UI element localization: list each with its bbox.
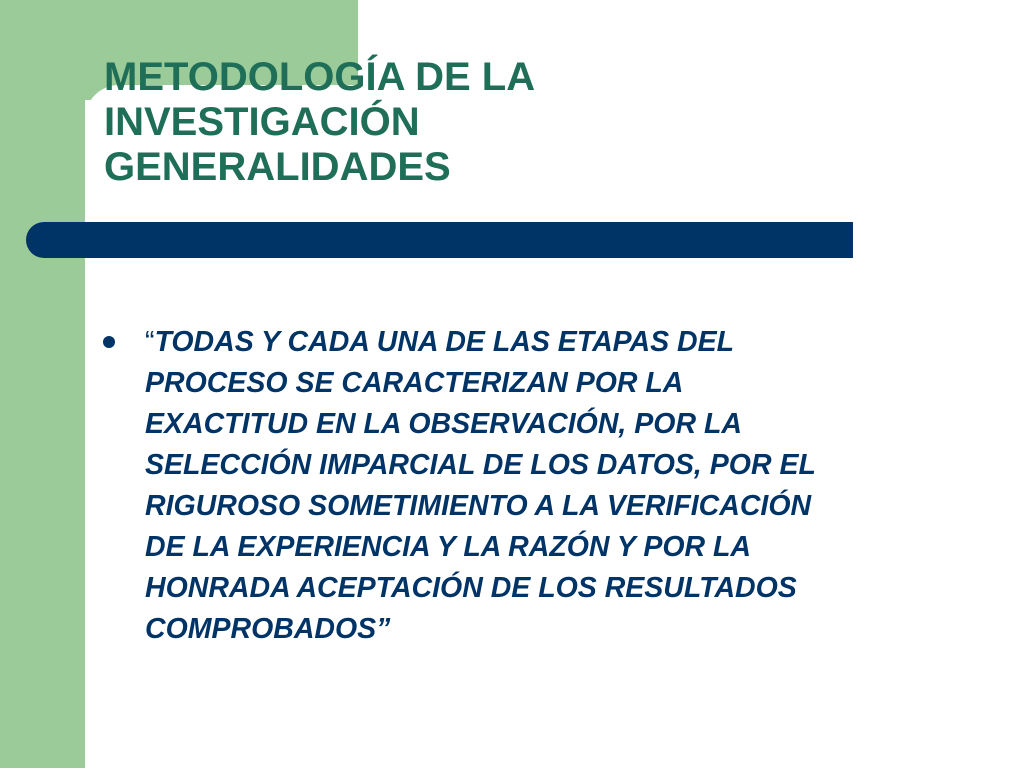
slide-title — [104, 55, 804, 190]
open-quote: “ — [145, 326, 155, 358]
title-line-3: GENERALIDADES — [104, 145, 451, 189]
left-green-band — [0, 0, 85, 768]
title-divider-bar — [26, 222, 853, 258]
bullet-line-5: RIGUROSO SOMETIMIENTO A LA VERIFICACIÓN — [145, 490, 812, 522]
bullet-line-7: HONRADA ACEPTACIÓN DE LOS RESULTADOS — [145, 572, 797, 604]
bullet-line-1-text: TODAS Y CADA UNA DE LAS ETAPAS DEL — [154, 326, 735, 358]
bullet-line-6: DE LA EXPERIENCIA Y LA RAZÓN Y POR LA — [145, 531, 751, 563]
bullet-line-2: PROCESO SE CARACTERIZAN POR LA — [145, 367, 684, 399]
bullet-dot-icon — [103, 336, 115, 348]
bullet-list — [102, 322, 962, 650]
title-line-1: METODOLOGÍA DE LA — [104, 55, 536, 99]
bullet-item — [102, 322, 962, 650]
bullet-line-8: COMPROBADOS” — [145, 613, 391, 645]
bullet-line-4: SELECCIÓN IMPARCIAL DE LOS DATOS, POR EL — [145, 449, 816, 481]
title-line-2: INVESTIGACIÓN — [104, 100, 420, 144]
bullet-line-1 — [145, 322, 962, 363]
bullet-line-3: EXACTITUD EN LA OBSERVACIÓN, POR LA — [145, 408, 742, 440]
